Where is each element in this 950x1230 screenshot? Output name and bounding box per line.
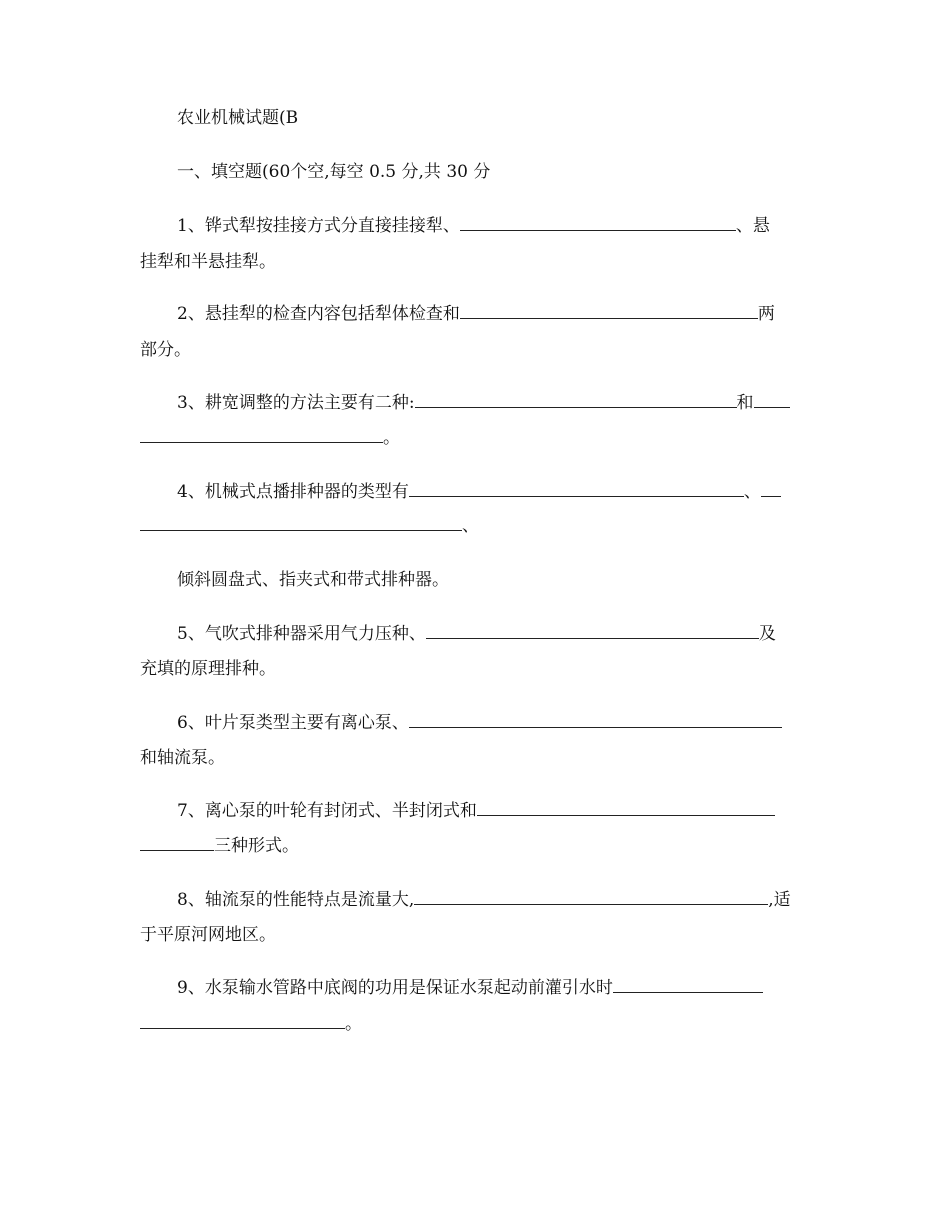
answer-blank bbox=[613, 981, 763, 993]
question-1-continuation: 挂犁和半悬挂犁。 bbox=[140, 252, 276, 272]
question-9 bbox=[177, 978, 763, 998]
question-2-text-tail: 两 bbox=[757, 304, 775, 324]
question-2 bbox=[177, 304, 775, 324]
answer-blank bbox=[409, 716, 782, 728]
question-9-continuation bbox=[140, 1014, 362, 1034]
question-4-sep2: 、 bbox=[462, 516, 479, 536]
question-5-text: 5、气吹式排种器采用气力压种、 bbox=[177, 624, 426, 644]
answer-blank bbox=[754, 396, 790, 408]
section-heading: 一、填空题(60个空,每空 0.5 分,共 30 分 bbox=[177, 162, 491, 182]
answer-blank bbox=[460, 219, 736, 231]
question-4-options: 倾斜圆盘式、指夹式和带式排种器。 bbox=[177, 570, 449, 590]
answer-blank bbox=[140, 839, 214, 851]
question-7-end: 三种形式。 bbox=[214, 836, 299, 856]
question-8 bbox=[177, 890, 791, 910]
question-5 bbox=[177, 624, 776, 644]
question-3-continuation bbox=[140, 428, 400, 448]
question-8-text-tail: ,适 bbox=[768, 890, 791, 910]
question-3-end: 。 bbox=[383, 428, 400, 448]
question-8-text: 8、轴流泵的性能特点是流量大, bbox=[177, 890, 415, 910]
question-1-text-tail: 、悬 bbox=[735, 216, 770, 236]
question-7-continuation bbox=[140, 836, 299, 856]
page-title: 农业机械试题(B bbox=[177, 108, 299, 128]
answer-blank bbox=[415, 396, 737, 408]
question-6 bbox=[177, 713, 782, 733]
answer-blank bbox=[460, 307, 758, 319]
question-2-text: 2、悬挂犁的检查内容包括犁体检查和 bbox=[177, 304, 460, 324]
answer-blank bbox=[409, 485, 744, 497]
question-6-text: 6、叶片泵类型主要有离心泵、 bbox=[177, 713, 409, 733]
question-8-continuation: 于平原河网地区。 bbox=[140, 925, 276, 945]
question-3-text: 3、耕宽调整的方法主要有二种: bbox=[177, 393, 415, 413]
question-1-text: 1、铧式犁按挂接方式分直接挂接犁、 bbox=[177, 216, 460, 236]
question-3-text-mid: 和 bbox=[736, 393, 754, 413]
answer-blank bbox=[477, 804, 775, 816]
question-9-end: 。 bbox=[345, 1014, 362, 1034]
answer-blank bbox=[761, 485, 781, 497]
answer-blank bbox=[426, 627, 759, 639]
question-4-text-sep: 、 bbox=[743, 482, 761, 502]
question-7-text: 7、离心泵的叶轮有封闭式、半封闭式和 bbox=[177, 801, 477, 821]
answer-blank bbox=[140, 431, 383, 443]
question-3 bbox=[177, 393, 790, 413]
answer-blank bbox=[140, 519, 462, 531]
question-1 bbox=[177, 216, 770, 236]
question-4-continuation bbox=[140, 516, 479, 536]
answer-blank bbox=[414, 893, 768, 905]
question-6-continuation: 和轴流泵。 bbox=[140, 748, 225, 768]
question-9-text: 9、水泵输水管路中底阀的功用是保证水泵起动前灌引水时 bbox=[177, 978, 613, 998]
answer-blank bbox=[140, 1017, 345, 1029]
question-4-text: 4、机械式点播排种器的类型有 bbox=[177, 482, 409, 502]
question-7 bbox=[177, 801, 775, 821]
question-5-continuation: 充填的原理排种。 bbox=[140, 659, 276, 679]
question-2-continuation: 部分。 bbox=[140, 340, 191, 360]
question-5-text-tail: 及 bbox=[758, 624, 776, 644]
question-4 bbox=[177, 482, 781, 502]
